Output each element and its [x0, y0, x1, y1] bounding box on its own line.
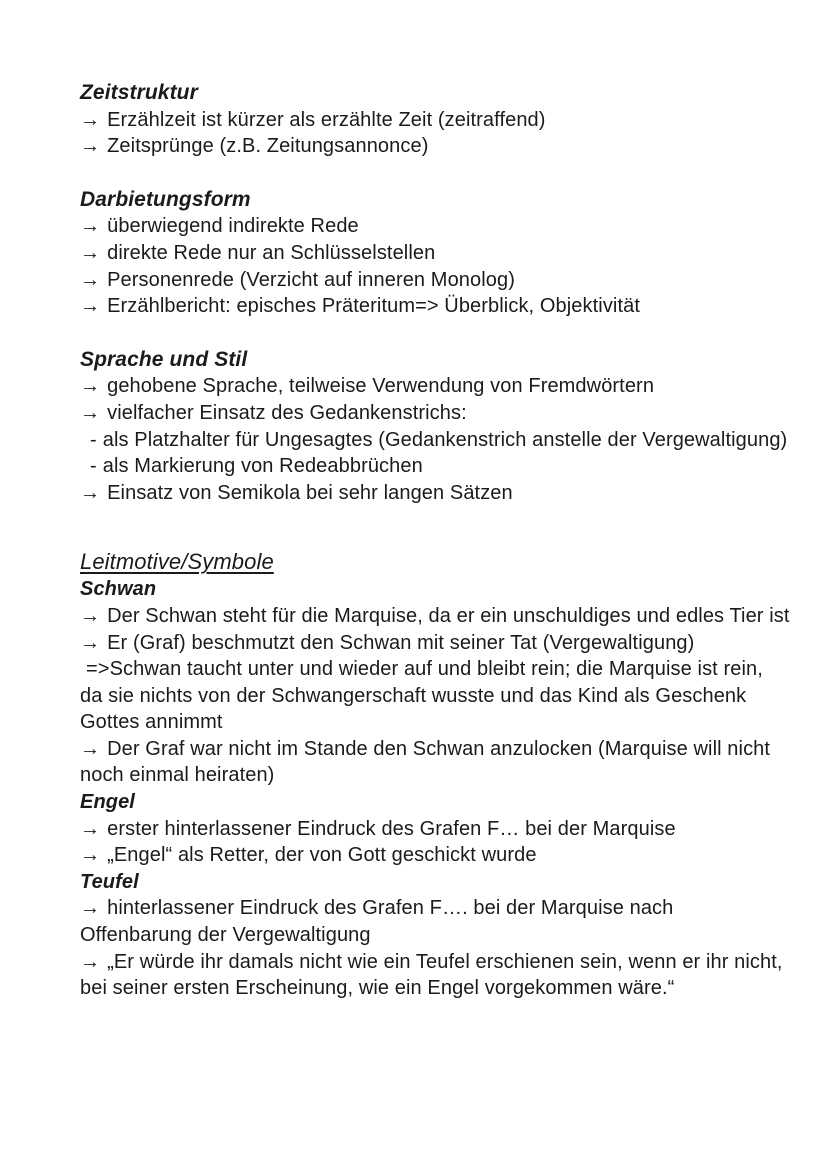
- note-line: [80, 736, 790, 789]
- note-line: [80, 400, 790, 427]
- note-line: [80, 630, 790, 657]
- arrow-bullet-icon: →: [80, 631, 101, 654]
- arrow-bullet-icon: →: [80, 604, 101, 627]
- subheading-teufel: Teufel: [80, 870, 139, 893]
- note-text: vielfacher Einsatz des Gedankenstrichs:: [107, 401, 467, 424]
- arrow-bullet-icon: →: [80, 844, 101, 867]
- note-text: „Engel“ als Retter, der von Gott geschickt wurde: [107, 844, 537, 867]
- note-text: Einsatz von Semikola bei sehr langen Sätzen: [107, 481, 513, 504]
- note-text: Personenrede (Verzicht auf inneren Monolog): [107, 268, 515, 291]
- note-line: [80, 816, 790, 843]
- note-line: [80, 267, 790, 294]
- note-text: als Markierung von Redeabbrüchen: [102, 455, 423, 478]
- implies-marker-icon: =>: [86, 658, 110, 681]
- note-line: [80, 480, 790, 507]
- arrow-bullet-icon: →: [80, 897, 101, 920]
- dash-bullet-icon: -: [90, 428, 97, 451]
- section-darbietungsform: [80, 187, 790, 320]
- arrow-bullet-icon: →: [80, 950, 101, 973]
- note-text: als Platzhalter für Ungesagtes (Gedankenstrich anstelle der Vergewaltigung): [102, 428, 788, 451]
- note-text: direkte Rede nur an Schlüsselstellen: [107, 241, 436, 264]
- note-line: [80, 949, 790, 1002]
- arrow-bullet-icon: →: [80, 817, 101, 840]
- note-line: [80, 293, 790, 320]
- note-line: [80, 133, 790, 160]
- section-heading-leitmotive-symbole: Leitmotive/Symbole: [80, 549, 274, 575]
- arrow-bullet-icon: →: [80, 481, 101, 504]
- note-text: hinterlassener Eindruck des Grafen F…. bei der Marquise nach Offenbarung der Vergewaltigung: [80, 897, 674, 947]
- subheading-schwan: Schwan: [80, 578, 157, 601]
- section-heading-zeitstruktur: Zeitstruktur: [80, 81, 198, 104]
- section-heading-darbietungsform: Darbietungsform: [80, 187, 251, 211]
- arrow-bullet-icon: →: [80, 108, 101, 131]
- note-line: [80, 453, 790, 480]
- arrow-bullet-icon: →: [80, 241, 101, 264]
- note-line: [80, 842, 790, 869]
- section-leitmotive-symbole: [80, 548, 790, 1002]
- section-zeitstruktur: [80, 80, 790, 160]
- note-text: Er (Graf) beschmutzt den Schwan mit seiner Tat (Vergewaltigung): [107, 631, 695, 654]
- note-text: Zeitsprünge (z.B. Zeitungsannonce): [107, 135, 429, 158]
- note-line: [80, 373, 790, 400]
- note-text: „Er würde ihr damals nicht wie ein Teufel erschienen sein, wenn er ihr nicht, bei seiner ersten Erscheinung, wie ein Engel vorgekommen wäre.“: [80, 950, 783, 1000]
- section-heading-sprache-und-stil: Sprache und Stil: [80, 347, 248, 371]
- note-line: [80, 240, 790, 267]
- note-line: [80, 895, 790, 948]
- note-text: Erzählbericht: episches Präteritum=> Überblick, Objektivität: [107, 295, 640, 318]
- dash-bullet-icon: -: [90, 455, 97, 478]
- arrow-bullet-icon: →: [80, 268, 101, 291]
- arrow-bullet-icon: →: [80, 295, 101, 318]
- note-text: Schwan taucht unter und wieder auf und bleibt rein; die Marquise ist rein, da sie nichts von der Schwangerschaft wusste und das Kind als Geschenk Gottes annimmt: [80, 658, 763, 734]
- note-line: [80, 603, 790, 630]
- arrow-bullet-icon: →: [80, 215, 101, 238]
- subheading-engel: Engel: [80, 791, 135, 814]
- section-sprache-und-stil: [80, 347, 790, 507]
- note-line: [80, 213, 790, 240]
- arrow-bullet-icon: →: [80, 375, 101, 398]
- note-line: [80, 656, 790, 736]
- note-line: [80, 427, 790, 454]
- note-text: erster hinterlassener Eindruck des Grafen F… bei der Marquise: [107, 817, 676, 840]
- note-text: gehobene Sprache, teilweise Verwendung von Fremdwörtern: [107, 375, 655, 398]
- arrow-bullet-icon: →: [80, 135, 101, 158]
- note-line: [80, 107, 790, 134]
- note-text: Der Schwan steht für die Marquise, da er ein unschuldiges und edles Tier ist: [107, 604, 790, 627]
- arrow-bullet-icon: →: [80, 737, 101, 760]
- note-text: überwiegend indirekte Rede: [107, 215, 359, 238]
- note-text: Erzählzeit ist kürzer als erzählte Zeit (zeitraffend): [107, 108, 546, 131]
- note-text: Der Graf war nicht im Stande den Schwan anzulocken (Marquise will nicht noch einmal heiraten): [80, 737, 771, 787]
- arrow-bullet-icon: →: [80, 401, 101, 424]
